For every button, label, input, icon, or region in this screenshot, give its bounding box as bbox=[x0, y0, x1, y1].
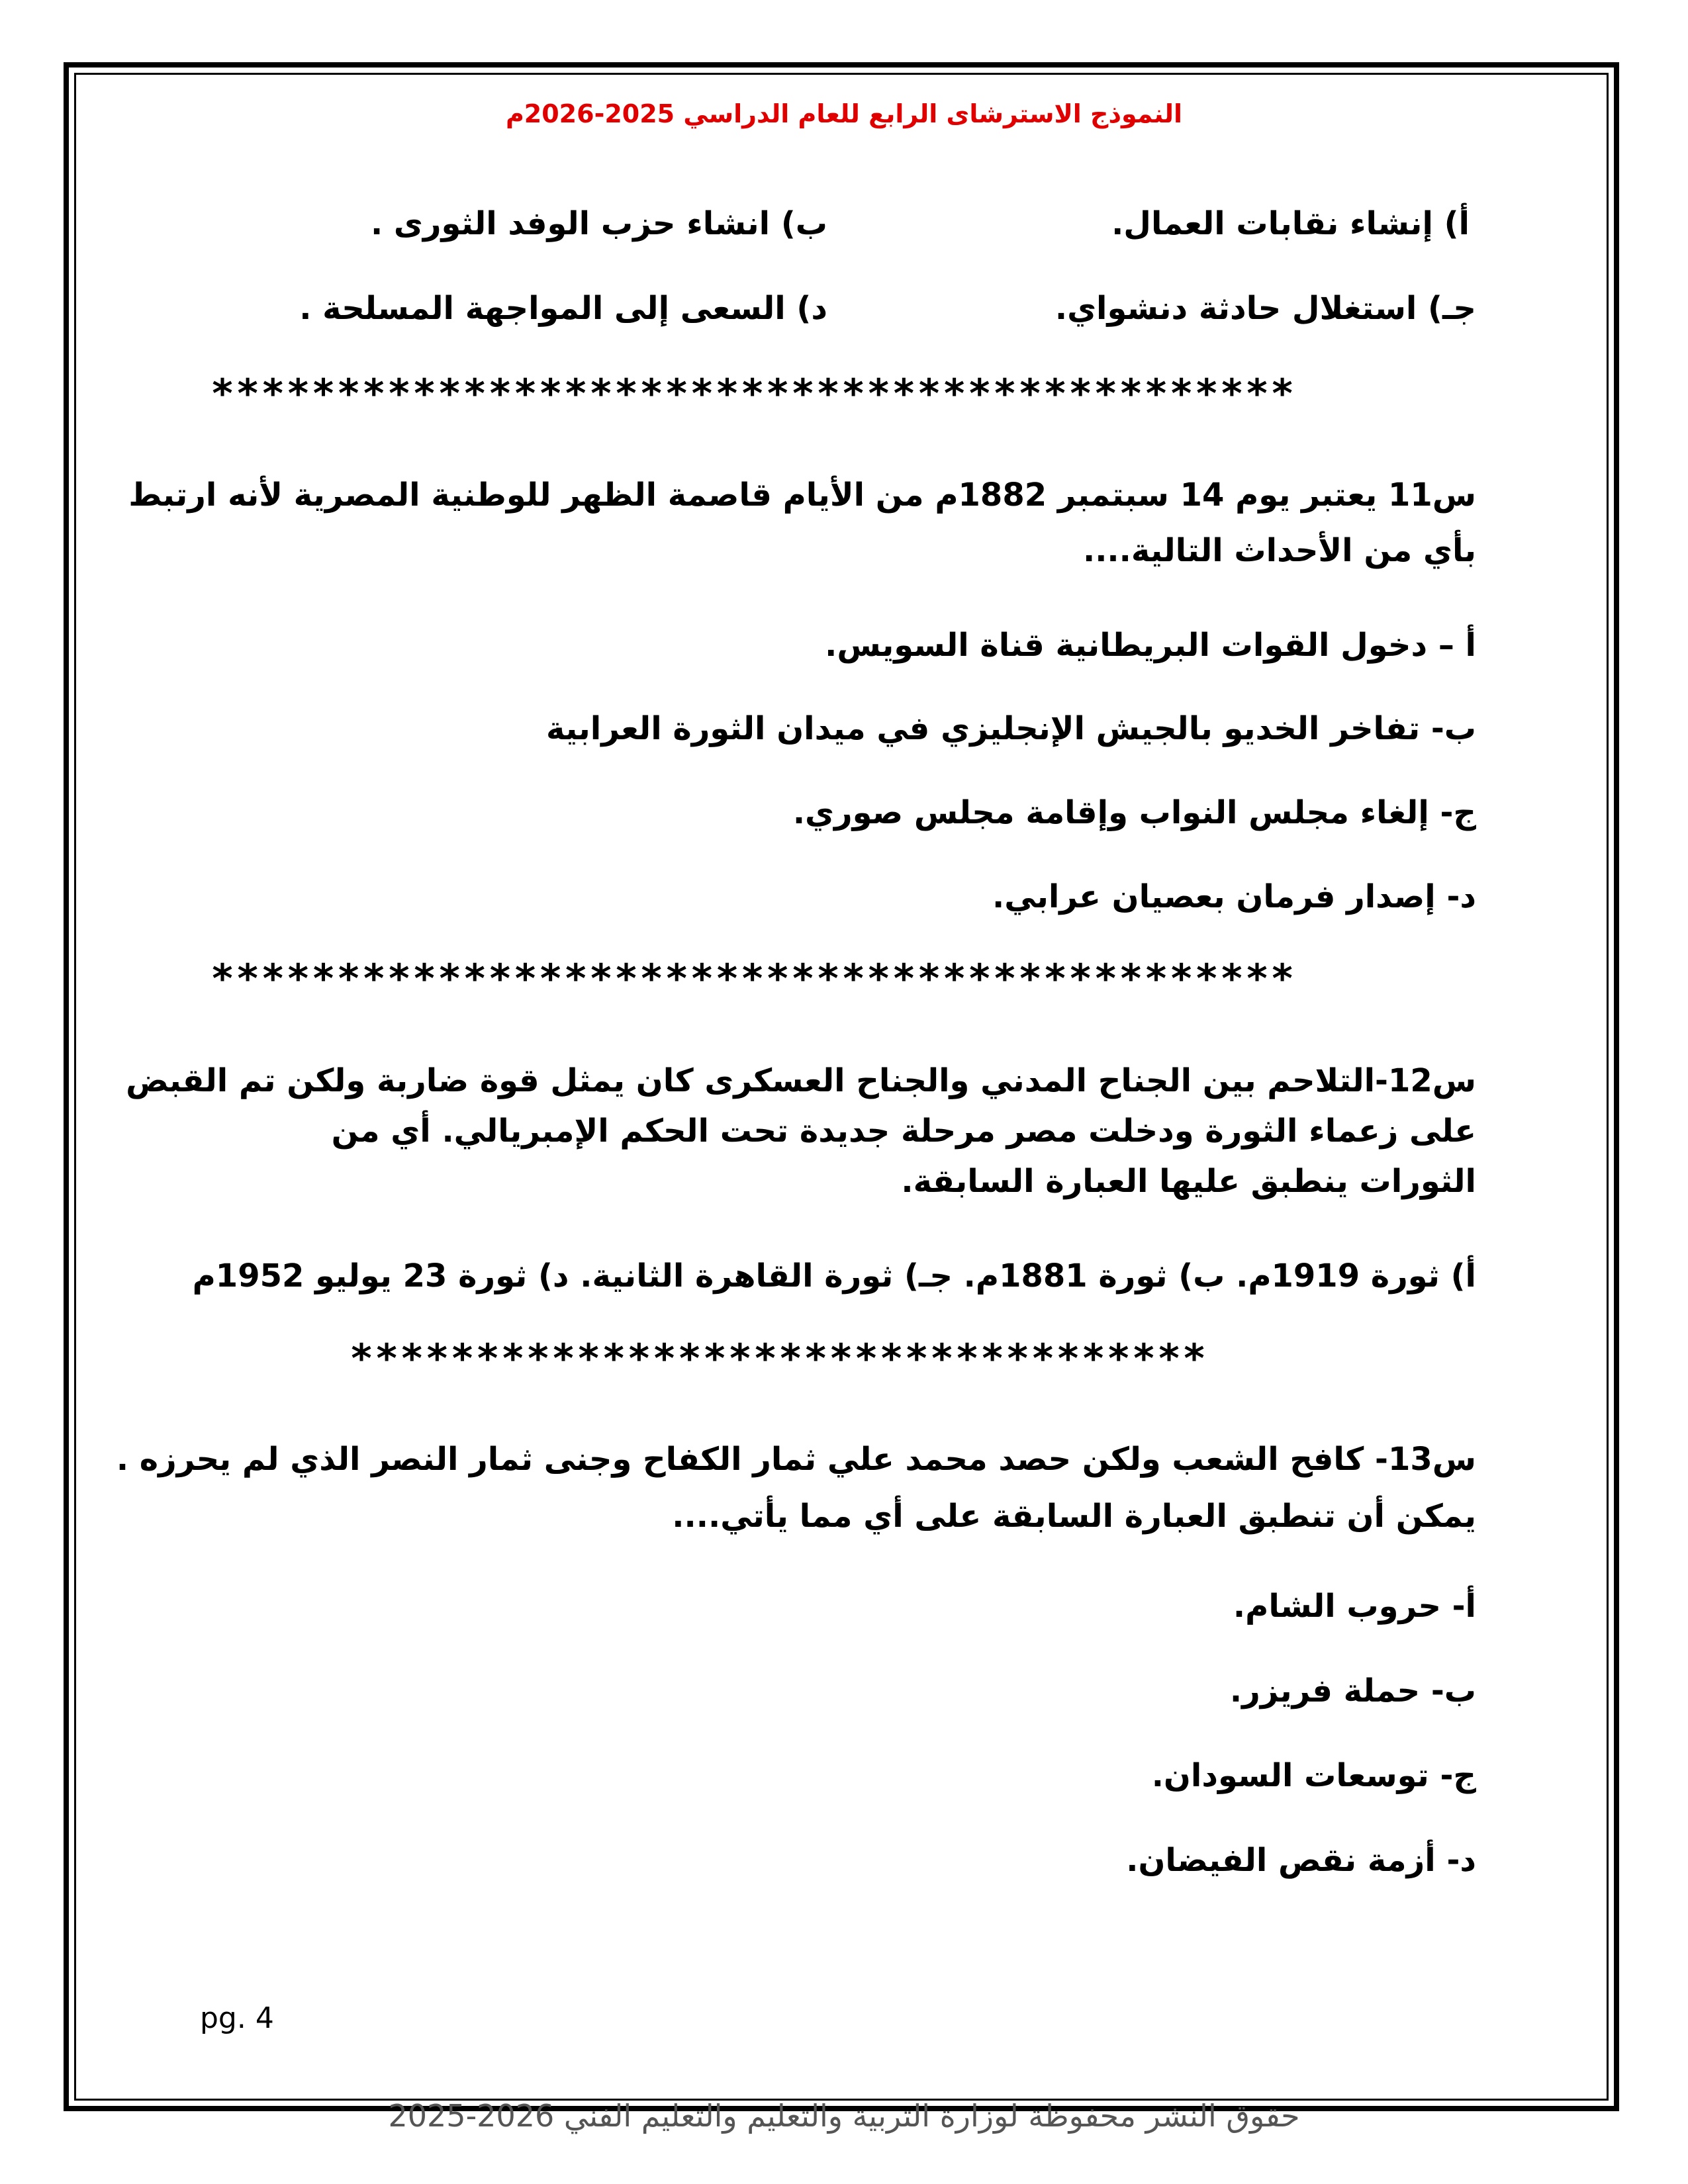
q13-option-c: ج- توسعات السودان. bbox=[1151, 1757, 1476, 1794]
separator: ******************************************* bbox=[211, 956, 1296, 1002]
q12-text-line3: الثورات ينطبق عليها العبارة السابقة. bbox=[901, 1163, 1476, 1200]
q11-option-a: أ – دخول القوات البريطانية قناة السويس. bbox=[825, 627, 1476, 664]
q10-option-d: د) السعى إلى المواجهة المسلحة . bbox=[299, 290, 827, 327]
q13-text-line2: يمكن أن تنطبق العبارة السابقة على أي مما يأتي.... bbox=[672, 1498, 1476, 1535]
q11-option-c: ج- إلغاء مجلس النواب وإقامة مجلس صوري. bbox=[792, 794, 1476, 831]
q13-option-b: ب- حملة فريزر. bbox=[1229, 1672, 1476, 1709]
q11-text-line2: بأي من الأحداث التالية.... bbox=[1082, 532, 1476, 569]
q10-option-a: أ) إنشاء نقابات العمال. bbox=[1111, 205, 1470, 242]
q11-text-line1: س11 يعتبر يوم 14 سبتمبر 1882م من الأيام قاصمة الظهر للوطنية المصرية لأنه ارتبط bbox=[128, 477, 1476, 514]
copyright-footer: حقوق النشر محفوظة لوزارة التربية والتعليم والتعليم الفني 2026-2025 bbox=[388, 2098, 1300, 2134]
page-header: النموذج الاسترشاى الرابع للعام الدراسي 2025-2026م bbox=[505, 99, 1183, 128]
q11-option-b: ب- تفاخر الخديو بالجيش الإنجليزي في ميدان الثورة العرابية bbox=[546, 710, 1476, 747]
q13-option-a: أ- حروب الشام. bbox=[1233, 1588, 1476, 1625]
separator: ******************************************* bbox=[211, 371, 1296, 417]
q13-option-d: د- أزمة نقص الفيضان. bbox=[1126, 1842, 1476, 1879]
q12-text-line2: على زعماء الثورة ودخلت مصر مرحلة جديدة تحت الحكم الإمبريالي. أي من bbox=[331, 1113, 1476, 1150]
q12-text-line1: س12-التلاحم بين الجناح المدني والجناح العسكرى كان يمثل قوة ضاربة ولكن تم القبض bbox=[126, 1062, 1476, 1099]
q10-option-b: ب) انشاء حزب الوفد الثورى . bbox=[370, 205, 827, 242]
q11-option-d: د- إصدار فرمان بعصيان عرابي. bbox=[992, 878, 1476, 915]
separator: ********************************** bbox=[350, 1336, 1208, 1382]
q10-option-c: جـ) استغلال حادثة دنشواي. bbox=[1055, 290, 1476, 327]
q12-options: أ) ثورة 1919م. ب) ثورة 1881م. جـ) ثورة القاهرة الثانية. د) ثورة 23 يوليو 1952م bbox=[192, 1257, 1476, 1295]
page-number: pg. 4 bbox=[200, 2001, 274, 2035]
q13-text-line1: س13- كافح الشعب ولكن حصد محمد علي ثمار الكفاح وجنى ثمار النصر الذي لم يحرزه . bbox=[116, 1441, 1476, 1478]
